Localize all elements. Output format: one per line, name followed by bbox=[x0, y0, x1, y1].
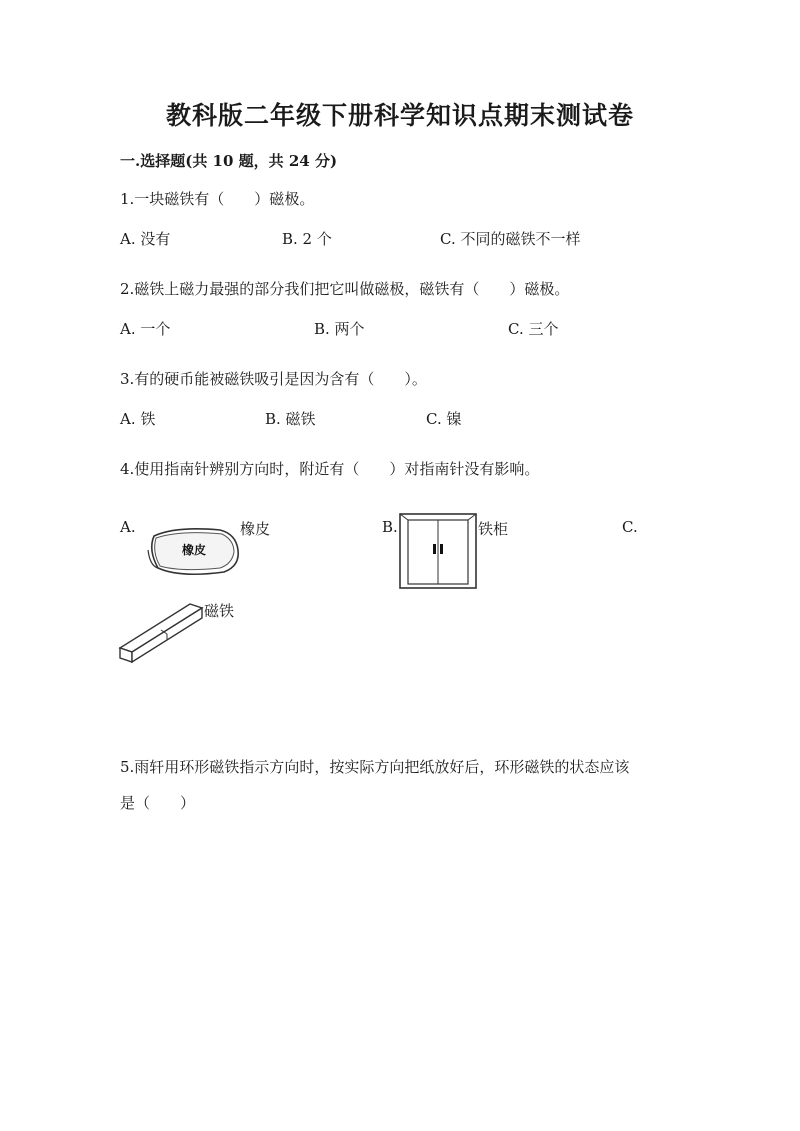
question-1-option-a: A. 没有 bbox=[120, 230, 171, 248]
question-2-option-b: B. 两个 bbox=[314, 320, 365, 338]
question-1-option-b: B. 2 个 bbox=[282, 230, 332, 248]
question-3-option-c: C. 镍 bbox=[426, 410, 462, 428]
section-heading: 一.选择题(共 10 题，共 24 分) bbox=[120, 152, 338, 170]
magnet-bar-image bbox=[118, 600, 208, 666]
question-4-option-b-label: 铁柜 bbox=[478, 520, 509, 538]
question-2-option-c: C. 三个 bbox=[508, 320, 559, 338]
cabinet-image bbox=[398, 512, 478, 590]
question-5-line-1: 5.雨轩用环形磁铁指示方向时，按实际方向把纸放好后，环形磁铁的状态应该 bbox=[120, 758, 630, 776]
question-4-option-a-letter: A. bbox=[120, 518, 136, 536]
question-4-option-c-letter: C. bbox=[622, 518, 638, 536]
eraser-image-text: 橡皮 bbox=[181, 543, 207, 557]
question-4-option-b-letter: B. bbox=[382, 518, 398, 536]
question-3-option-b: B. 磁铁 bbox=[265, 410, 316, 428]
question-2: 2.磁铁上磁力最强的部分我们把它叫做磁极，磁铁有（ ）磁极。 bbox=[120, 280, 570, 298]
question-5-line-2: 是（ ） bbox=[120, 794, 196, 812]
question-4: 4.使用指南针辨别方向时，附近有（ ）对指南针没有影响。 bbox=[120, 460, 540, 478]
eraser-image bbox=[140, 522, 242, 578]
question-4-option-c-label: 磁铁 bbox=[204, 602, 235, 620]
question-1: 1.一块磁铁有（ ）磁极。 bbox=[120, 190, 315, 208]
page-title: 教科版二年级下册科学知识点期末测试卷 bbox=[165, 101, 634, 130]
question-3-option-a: A. 铁 bbox=[120, 410, 156, 428]
question-3: 3.有的硬币能被磁铁吸引是因为含有（ ）。 bbox=[120, 370, 427, 388]
question-4-option-a-label: 橡皮 bbox=[240, 520, 271, 538]
question-1-option-c: C. 不同的磁铁不一样 bbox=[440, 230, 581, 248]
question-2-option-a: A. 一个 bbox=[120, 320, 171, 338]
